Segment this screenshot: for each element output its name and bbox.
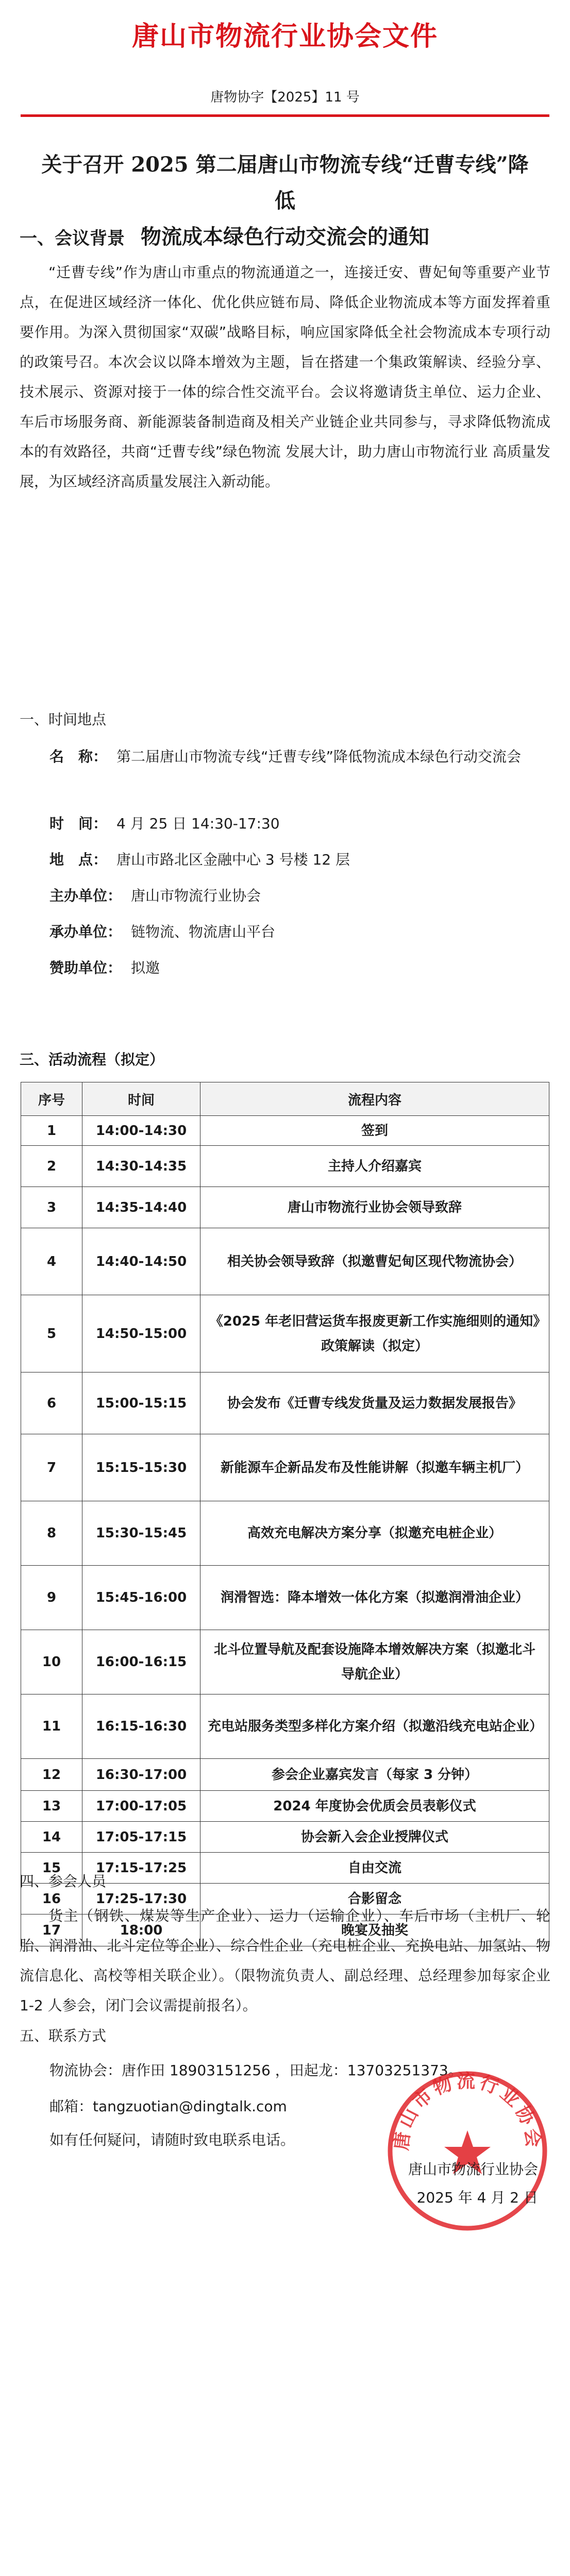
section1-paragraph: “迁曹专线”作为唐山市重点的物流通道之一，连接迁安、曹妃甸等重要产业节点，在促进区域经济一体化、优化供应链布局、降低企业物流成本等方面发挥着重要作用。为深入贯彻国家“双碳”战略目标，响应国家降低全社会物流成本专项行动的政策号召。本次会议以降本增效为主题，旨在搭建一个集政策解读、经验分享、技术展示、资源对接于一体的综合性交流平台。会议将邀请货主单位、运力企业、车后市场服务商、新能源装备制造商及相关产业链企业共同参与，寻求降低物流成本的有效路径，共商“迁曹专线”绿色物流 发展大计，助力唐山市物流行业 高质量发展，为区域经济高质量发展注入新动能。 (20, 264, 550, 490)
field-value: 4 月 25 日 14:30-17:30 (116, 815, 280, 832)
field-value: 第二届唐山市物流专线“迁曹专线”降低物流成本绿色行动交流会 (116, 748, 522, 765)
cell-index: 14 (21, 1822, 82, 1853)
table-row (21, 1434, 549, 1501)
stamp-text: 唐山市物流行业协会 (391, 2071, 544, 2151)
org-title: 唐山市物流行业协会文件 (131, 21, 438, 52)
field-value: 拟邀 (131, 959, 160, 976)
cell-content: 自由交流 (200, 1853, 549, 1884)
cell-index: 3 (21, 1187, 82, 1228)
column-header: 流程内容 (200, 1082, 549, 1116)
field-name (49, 742, 539, 772)
field-label: 名 称： (49, 748, 108, 765)
cell-time: 15:30-15:45 (82, 1501, 200, 1566)
cell-content: 2024 年度协会优质会员表彰仪式 (200, 1791, 549, 1822)
table-row (21, 1694, 549, 1759)
cell-index: 2 (21, 1146, 82, 1187)
cell-index: 11 (21, 1694, 82, 1759)
cell-content: 高效充电解决方案分享（拟邀充电桩企业） (200, 1501, 549, 1566)
followup-line: 如有任何疑问，请随时致电联系电话。 (49, 2131, 295, 2148)
field-organizer (49, 881, 539, 911)
cell-index: 13 (21, 1791, 82, 1822)
field-label: 主办单位： (49, 887, 122, 904)
cell-index: 15 (21, 1853, 82, 1884)
cell-time: 14:00-14:30 (82, 1116, 200, 1146)
cell-time: 14:40-14:50 (82, 1228, 200, 1295)
field-co-organizer (49, 917, 539, 947)
email-line: 邮箱：tangzuotian@dingtalk.com (49, 2098, 287, 2115)
cell-content: 充电站服务类型多样化方案介绍（拟邀沿线充电站企业） (200, 1694, 549, 1759)
cell-index: 8 (21, 1501, 82, 1566)
section4-paragraph: 货主（钢铁、煤炭等生产企业）、运力（运输企业）、车后市场（主机厂、轮胎、润滑油、北斗定位等企业）、综合性企业（充电桩企业、充换电站、加氢站、物流信息化、高校等相关联企业）。（限物流负责人、副总经理、总经理参加每家企业 1-2 人参会，闭门会议需提前报名）。 (20, 1907, 550, 2014)
cell-time: 17:15-17:25 (82, 1853, 200, 1884)
cell-time: 15:15-15:30 (82, 1434, 200, 1501)
section1-heading: 一、会议背景 (20, 228, 125, 249)
agenda-table (21, 1082, 549, 1946)
table-row (21, 1116, 549, 1146)
signature-date: 2025 年 4 月 2 日 (416, 2189, 538, 2206)
field-label: 承办单位： (49, 923, 122, 940)
cell-index: 5 (21, 1295, 82, 1372)
cell-index: 7 (21, 1434, 82, 1501)
cell-content: 主持人介绍嘉宾 (200, 1146, 549, 1187)
table-row (21, 1228, 549, 1295)
cell-content: 签到 (200, 1116, 549, 1146)
field-label: 时 间： (49, 815, 108, 832)
cell-content: 参会企业嘉宾发言（每家 3 分钟） (200, 1759, 549, 1791)
cell-index: 10 (21, 1630, 82, 1694)
table-row (21, 1822, 549, 1853)
cell-time: 16:30-17:00 (82, 1759, 200, 1791)
field-label: 赞助单位： (49, 959, 122, 976)
cell-time: 14:50-15:00 (82, 1295, 200, 1372)
cell-time: 14:35-14:40 (82, 1187, 200, 1228)
cell-content: 《2025 年老旧营运货车报废更新工作实施细则的通知》政策解读（拟定） (200, 1295, 549, 1372)
cell-content: 唐山市物流行业协会领导致辞 (200, 1187, 549, 1228)
cell-index: 4 (21, 1228, 82, 1295)
table-row (21, 1501, 549, 1566)
table-row (21, 1187, 549, 1228)
cell-index: 16 (21, 1884, 82, 1914)
notice-title-line2: 物流成本绿色行动交流会的通知 (141, 225, 429, 249)
red-divider (21, 114, 549, 117)
table-row (21, 1566, 549, 1630)
table-row (21, 1630, 549, 1694)
cell-content: 协会发布《迁曹专线发货量及运力数据发展报告》 (200, 1372, 549, 1434)
cell-time: 17:25-17:30 (82, 1884, 200, 1914)
section2-heading: 一、时间地点 (20, 711, 107, 728)
section5-heading: 五、联系方式 (20, 2027, 107, 2044)
table-row (21, 1791, 549, 1822)
cell-index: 1 (21, 1116, 82, 1146)
cell-index: 12 (21, 1759, 82, 1791)
doc-number: 唐物协字【2025】11 号 (210, 90, 360, 105)
field-value: 唐山市物流行业协会 (131, 887, 261, 904)
cell-time: 15:45-16:00 (82, 1566, 200, 1630)
column-header: 时间 (82, 1082, 200, 1116)
cell-time: 15:00-15:15 (82, 1372, 200, 1434)
cell-time: 17:05-17:15 (82, 1822, 200, 1853)
signature-org: 唐山市物流行业协会 (408, 2161, 538, 2178)
table-row (21, 1295, 549, 1372)
cell-content: 相关协会领导致辞（拟邀曹妃甸区现代物流协会） (200, 1228, 549, 1295)
cell-time: 17:00-17:05 (82, 1791, 200, 1822)
cell-content: 合影留念 (200, 1884, 549, 1914)
notice-title-line1: 关于召开 2025 第二届唐山市物流专线“迁曹专线”降低 (41, 152, 529, 213)
table-row (21, 1146, 549, 1187)
field-time (49, 809, 539, 839)
cell-time: 14:30-14:35 (82, 1146, 200, 1187)
table-row (21, 1372, 549, 1434)
cell-content: 新能源车企新品发布及性能讲解（拟邀车辆主机厂） (200, 1434, 549, 1501)
field-label: 地 点： (49, 851, 108, 868)
cell-index: 9 (21, 1566, 82, 1630)
column-header: 序号 (21, 1082, 82, 1116)
field-value: 链物流、物流唐山平台 (131, 923, 276, 940)
table-row (21, 1759, 549, 1791)
cell-index: 6 (21, 1372, 82, 1434)
cell-index: 17 (21, 1914, 82, 1946)
table-header-row (21, 1082, 549, 1116)
field-value: 唐山市路北区金融中心 3 号楼 12 层 (116, 851, 350, 868)
cell-time: 16:00-16:15 (82, 1630, 200, 1694)
field-sponsor (49, 953, 539, 983)
cell-content: 润滑智选：降本增效一体化方案（拟邀润滑油企业） (200, 1566, 549, 1630)
cell-content: 协会新入会企业授牌仪式 (200, 1822, 549, 1853)
section4-heading: 四、参会人员 (20, 1873, 107, 1890)
cell-time: 18:00 (82, 1914, 200, 1946)
cell-time: 16:15-16:30 (82, 1694, 200, 1759)
field-location (49, 845, 539, 875)
contact-line: 物流协会：唐作田 18903151256 ，田起龙：13703251373。 (49, 2062, 463, 2079)
cell-content: 晚宴及抽奖 (200, 1914, 549, 1946)
section3-heading: 三、活动流程（拟定） (20, 1051, 164, 1068)
cell-content: 北斗位置导航及配套设施降本增效解决方案（拟邀北斗导航企业） (200, 1630, 549, 1694)
